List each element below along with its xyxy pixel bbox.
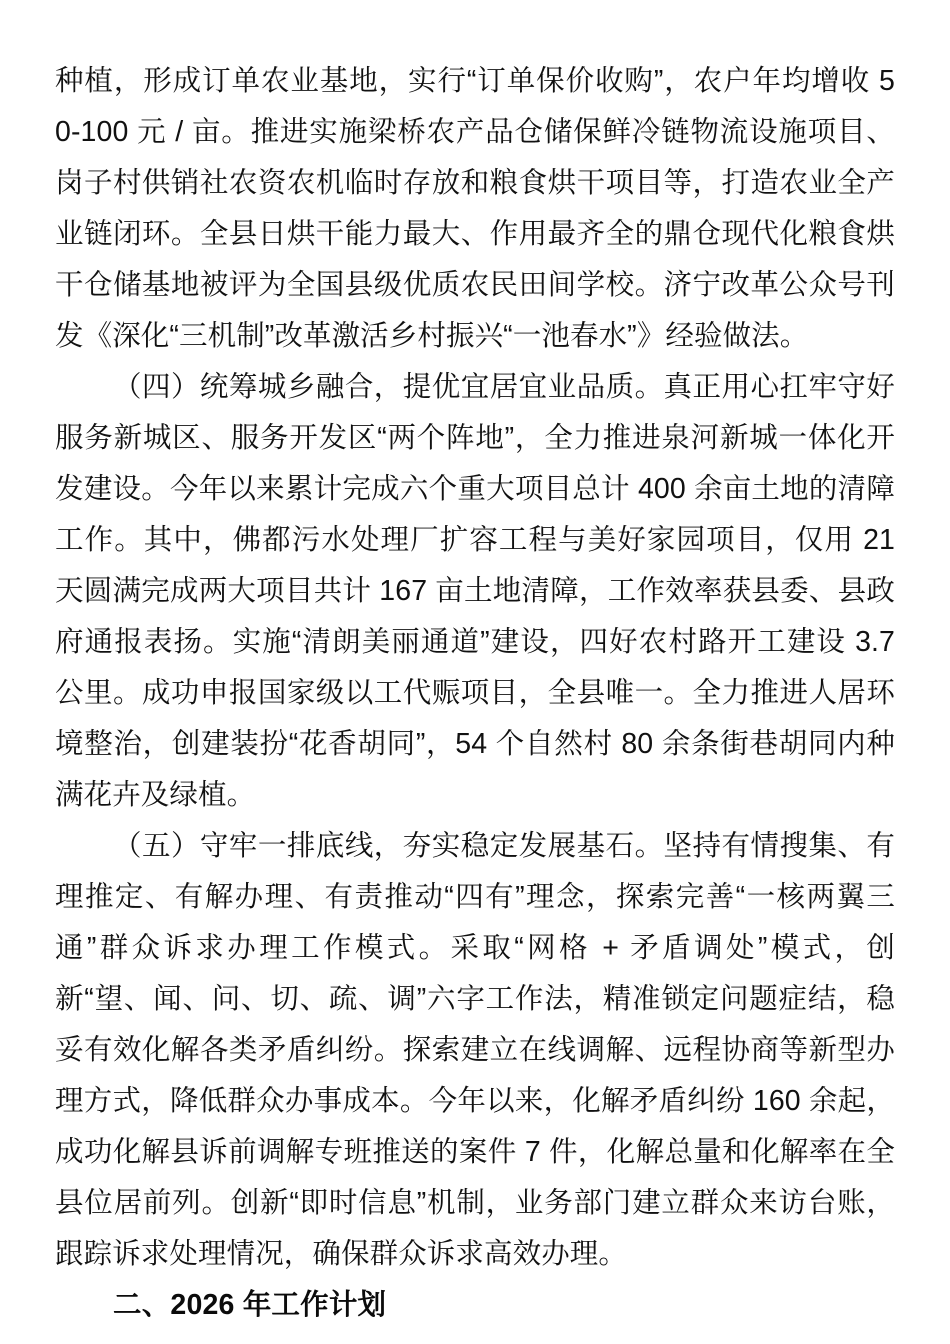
paragraph-section-four: （四）统筹城乡融合，提优宜居宜业品质。真正用心扛牢守好服务新城区、服务开发区“两个阵地”，全力推进泉河新城一体化开发建设。今年以来累计完成六个重大项目总计 400 余亩土地的清障工作。其中，佛都污水处理厂扩容工程与美好家园项目，仅用 21 天圆满完成两大项目共计 167 亩土地清障，工作效率获县委、县政府通报表扬。实施“清朗美丽通道”建设，四好农村路开工建设 3.7 公里。成功申报国家级以工代赈项目，全县唯一。全力推进人居环境整治，创建装扮“花香胡同”，54 个自然村 80 余条街巷胡同内种满花卉及绿植。 xyxy=(55,371,895,811)
document-body xyxy=(55,56,895,1331)
paragraph-continued-block: 种植，形成订单农业基地，实行“订单保价收购”，农户年均增收 50‑100 元 / 亩。推进实施梁桥农产品仓储保鲜冷链物流设施项目、岗子村供销社农资农机临时存放和粮食烘干项目等，打造农业全产业链闭环。全县日烘干能力最大、作用最齐全的鼎仓现代化粮食烘干仓储基地被评为全国县级优质农民田间学校。济宁改革公众号刊发《深化“三机制”改革激活乡村振兴“一池春水”》经验做法。 xyxy=(55,65,895,352)
heading-section-two: 二、2026 年工作计划 xyxy=(113,1289,387,1321)
paragraph-section-five: （五）守牢一排底线，夯实稳定发展基石。坚持有情搜集、有理推定、有解办理、有责推动“四有”理念，探索完善“一核两翼三通”群众诉求办理工作模式。采取“网格 + 矛盾调处”模式，创新“望、闻、问、切、疏、调”六字工作法，精准锁定问题症结，稳妥有效化解各类矛盾纠纷。探索建立在线调解、远程协商等新型办理方式，降低群众办事成本。今年以来，化解矛盾纠纷 160 余起，成功化解县诉前调解专班推送的案件 7 件，化解总量和化解率在全县位居前列。创新“即时信息”机制，业务部门建立群众来访台账，跟踪诉求处理情况，确保群众诉求高效办理。 xyxy=(55,830,895,1270)
